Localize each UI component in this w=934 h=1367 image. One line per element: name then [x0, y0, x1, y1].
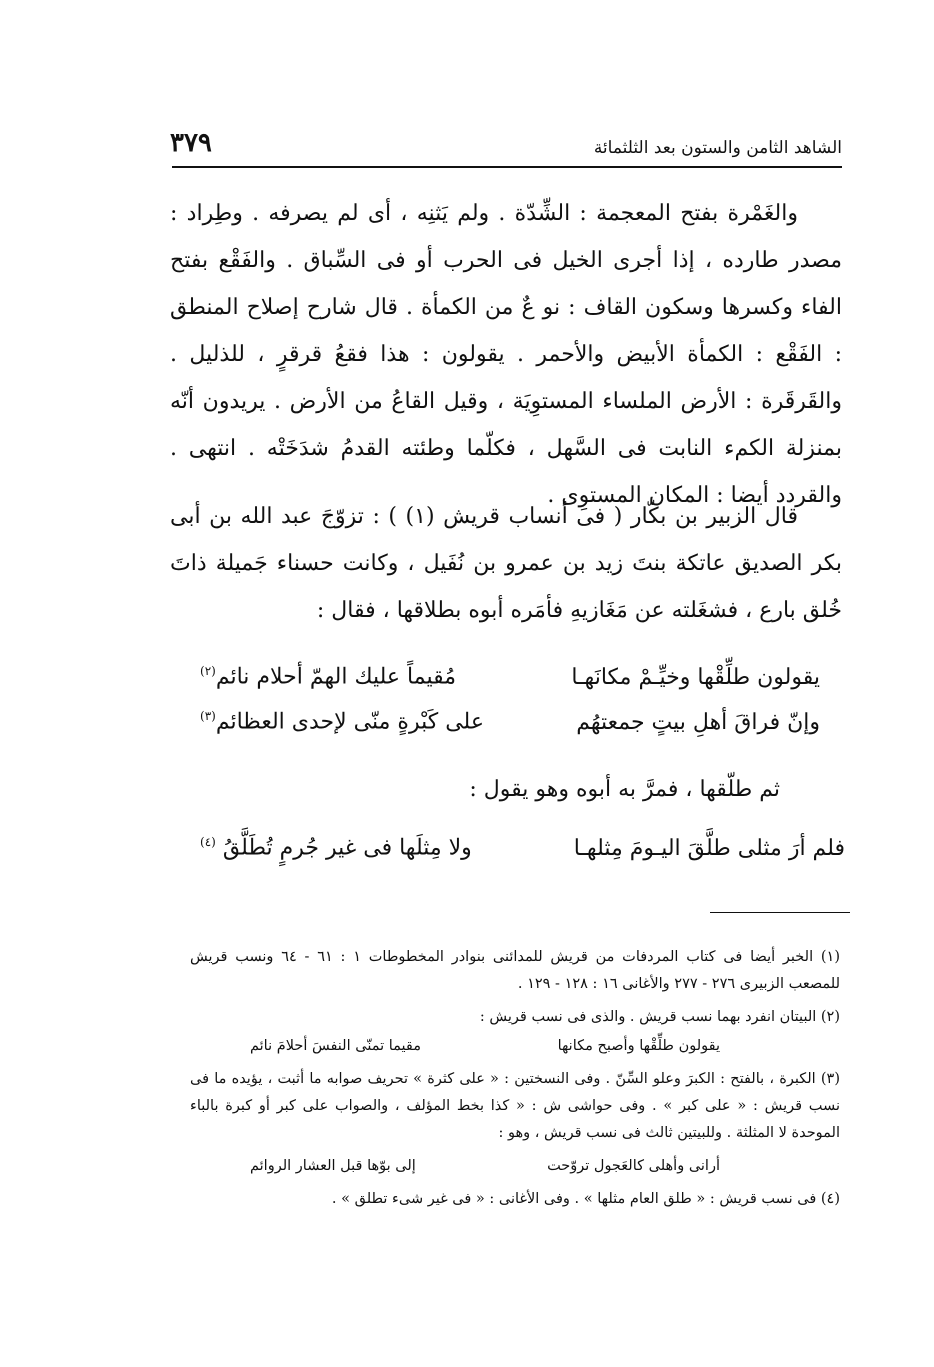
verse-second-hemistich: مقيما تمنّى النفسَ أحلامَ نائم: [250, 1038, 421, 1054]
page-number: ٣٧٩: [170, 128, 212, 158]
footnote-1: (١) الخبر أيضا فى كتاب المردفات من قريش للمدائنى بنوادر المخطوطات ١ : ٦١ - ٦٤ ونسب قريش للمصعب الزبيرى ٢٧٦ - ٢٧٧ والأغانى ١٦ : ١٢٨ - ١٢٩ .: [190, 949, 840, 992]
paragraph-text: قال الزبير بن بكّار ( فى أنساب قريش (١) ) : تزوّجَ عبد الله بن أبى بكر الصديق عاتكة بنتَ زيد بن عمرو بن نُفَيل ، وكانت حسناء جَميلة ذاتَ خُلق بارع ، فشغَلته عن مَغَازيهِ فأمَره أبوه بطلاقها ، فقال :: [170, 504, 842, 623]
footnotes: [190, 944, 840, 1213]
footnote-rule: [710, 912, 850, 913]
verse-line-3: [200, 826, 845, 870]
footnote-2: (٢) البيتان انفرد بهما نسب قريش . والذى فى نسب قريش :: [479, 1009, 840, 1025]
verse-first-hemistich: يقولون طلِّقْها وأصبح مكانها: [557, 1038, 720, 1054]
running-head-title: الشاهد الثامن والستون بعد الثلثمائة: [593, 138, 842, 158]
footnote-verse-1: [250, 1033, 720, 1060]
verse-second-hemistich: ولا مِثلَها فى غير جُرمٍ تُطَلَّقُ $^{(٤)}$: [200, 835, 472, 861]
verse-second-hemistich: مُقيماً عليك الهمّ أحلام نائم$^{(٢)}$: [200, 664, 457, 690]
paragraph-text: والغَمْرة بفتح المعجمة : الشِّدّة . ولم يَثنِه ، أى لم يصرفه . وطِراد : مصدر طارده ، إذا أجرى الخيل فى الحرب أو فى السِّباق . والفَقْع بفتح الفاء وكسرها وسكون القاف : نو عٌ من الكمأة . قال شارح إصلاح المنطق : الفَقْع : الكمأة الأبيض والأحمر . يقولون : هذا فقعُ قرقرٍ ، للذليل . والقَرقَرة : الأرض الملساء المستوِيَة ، وقيل القاعُ من الأرض . يريدون أنّه بمنزلة الكمء النابت فى السَّهل ، فكلّما وطئته القدمُ شدَخَتْه . انتهى . والقردد أيضا : المكان المستوِى .: [170, 201, 842, 508]
verse-first-hemistich: أرانى وأهلى كالعَجول تروّحت: [547, 1158, 720, 1174]
verse-second-hemistich: إلى بوّها قبل العشار الروائم: [250, 1158, 416, 1174]
footnote-verse-2: [250, 1153, 720, 1180]
narrative-line: ثم طلّقها ، فمرَّ به أبوه وهو يقول :: [469, 777, 780, 802]
footnote-4: (٤) فى نسب قريش : « طلق العام مثلها » . وفى الأغانى : « فى غير شىء تطلق » .: [331, 1191, 840, 1207]
verse-first-hemistich: فلم أرَ مثلى طلَّقَ اليـومَ مِثلهـا: [573, 835, 845, 861]
footnote-marker: (٢): [200, 664, 216, 679]
footnote-3: (٣) الكبرة ، بالفتح : الكبرَ وعلو السِّنّ . وفى النسختين : « على كثرة » تحريف صوابه ما أثبت ، يؤيده ما فى نسب قريش : « على كبر » . وفى حواشى ش : « كذا بخط المؤلف ، والصواب على كبر أو كبرة بالباء الموحدة لا المثلثة . وللبيتين ثالث فى نسب قريش ، وهو :: [190, 1071, 840, 1141]
verse-first-hemistich: وإنّ فراقَ أهلِ بيتٍ جمعتهُم: [576, 709, 820, 735]
verse-first-hemistich: يقولون طلِّقْها وخيِّـمْ مكانَهـا: [571, 664, 820, 690]
verse-second-hemistich: على كَبْرةٍ منّى لإحدى العظائم$^{(٣)}$: [200, 709, 484, 735]
running-head: [170, 118, 842, 158]
footnote-marker: (٣): [200, 709, 216, 724]
body-paragraph-2: [170, 493, 842, 634]
body-paragraph-1: [170, 190, 842, 519]
verse-line-2: [200, 700, 820, 744]
header-rule: [172, 166, 842, 168]
verse-line-1: [200, 655, 820, 699]
footnote-marker: (٤): [200, 835, 216, 850]
